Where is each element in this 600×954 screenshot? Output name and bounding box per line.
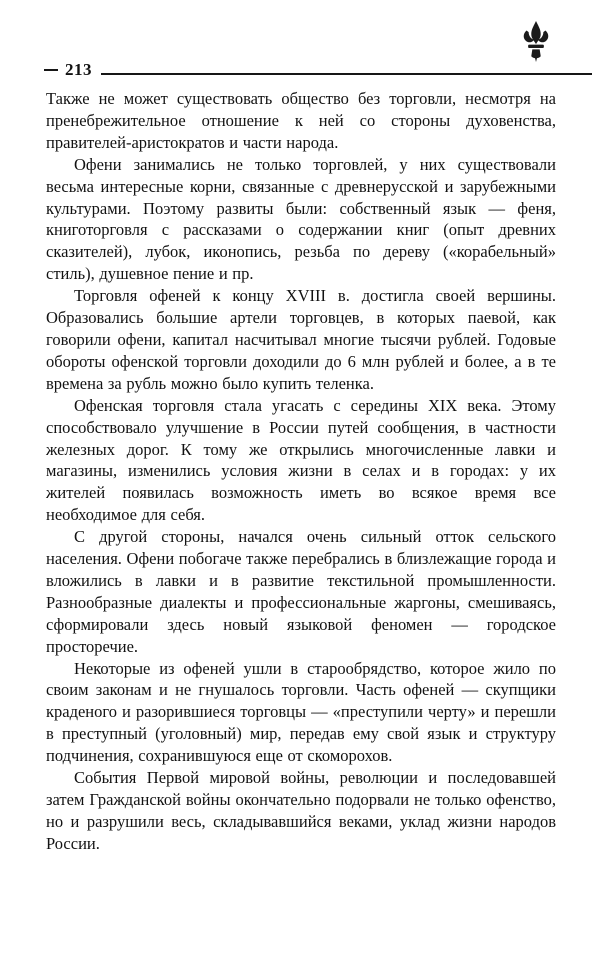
page-number: 213 (65, 60, 92, 79)
paragraph: Торговля офеней к концу XVIII в. достигла своей вершины. Образовались большие артели торговцев, в которых паевой, как говорили офени, капитал насчитывал многие тысячи рублей. Годовые обороты офенской торговли доходили до 6 млн рублей и более, а в те времена за рубль можно было купить теленка. (46, 286, 556, 393)
paragraph: Некоторые из офеней ушли в старообрядство, которое жило по своим законам и не гнушалось торговли. Часть офеней — скупщики краденого и разорившиеся торговцы — «преступили черту» и перешли в преступный (уголовный) мир, передав ему свой язык и структуру подчинения, сохранившуюся еще от скоморохов. (46, 658, 556, 766)
paragraph: Офени занимались не только торговлей, у них существовали весьма интересные корни, связанные с древнерусской и зарубежными культурами. Поэтому развиты были: собственный язык — феня, книготорговля с рассказами о содержании книг (опыт древних сказителей), лубок, иконопись, резьба по дереву («корабельный» стиль), душевное пение и пр. (46, 154, 556, 284)
paragraph: События Первой мировой войны, революции и последовавшей затем Гражданской войны окончательно подорвали не только офенство, но и разрушили весь, складывавшийся веками, уклад жизни народов России. (46, 768, 556, 853)
paragraph: Также не может существовать общество без торговли, несмотря на пренебрежительное отношение к ней со стороны духовенства, правителей-аристократов и части народа. (46, 89, 556, 152)
paragraph: Офенская торговля стала угасать с середины XIX века. Этому способствовало улучшение в России путей сообщения, в частности железных дорог. К тому же открылись многочисленные лавки и магазины, изменились условия жизни в селах и в городах: у их жителей появилась возможность иметь во всякое время все необходимое для себя. (46, 395, 556, 525)
page-header (44, 60, 592, 80)
header-rule (101, 73, 592, 75)
fleur-de-lis-ornament-icon (520, 20, 552, 62)
body-text (46, 88, 556, 855)
header-left-dash (44, 69, 58, 71)
paragraph: С другой стороны, начался очень сильный отток сельского населения. Офени побогаче также перебрались в близлежащие города и вложились в лавки и в развитие текстильной промышленности. Разнообразные диалекты и профессиональные жаргоны, смешиваясь, сформировали здесь новый языковой феномен — городское просторечие. (46, 527, 556, 656)
